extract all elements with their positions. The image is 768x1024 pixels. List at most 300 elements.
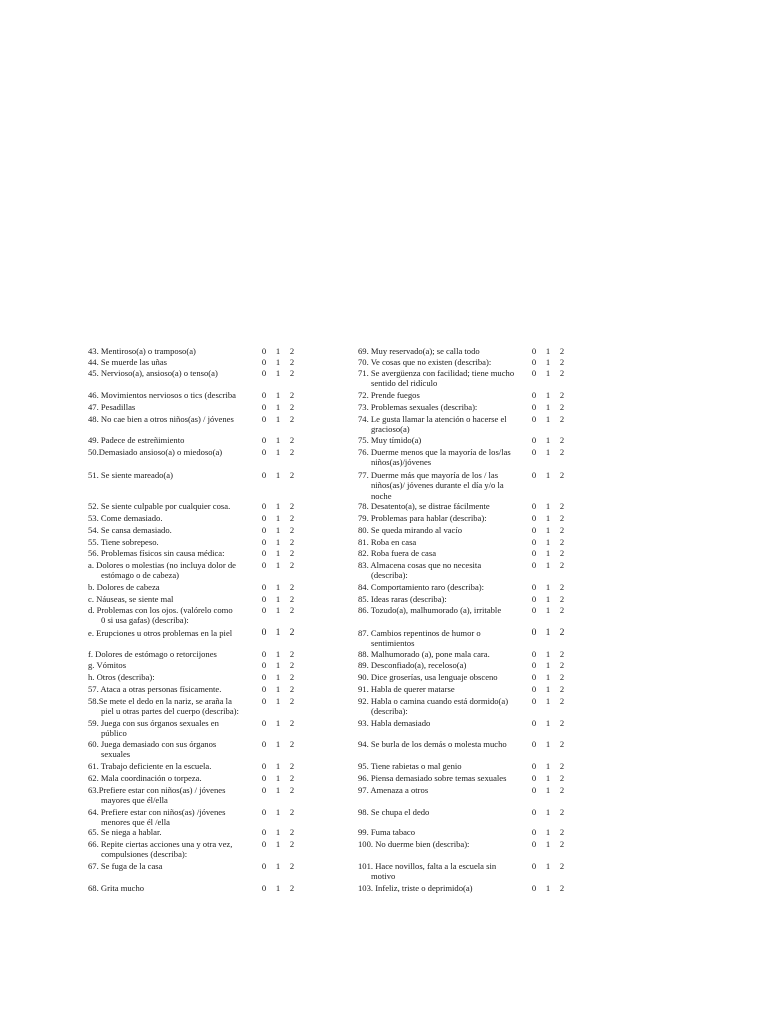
- item-label-line: 85. Ideas raras (describa):: [358, 594, 447, 604]
- score-option-2[interactable]: 2: [289, 684, 295, 694]
- score-option-0[interactable]: 0: [531, 839, 537, 849]
- item-label: [358, 435, 528, 445]
- score-option-1[interactable]: 1: [545, 447, 551, 457]
- score-option-2[interactable]: 2: [289, 773, 295, 783]
- score-option-1[interactable]: 1: [275, 761, 281, 771]
- item-label-line: sexuales: [101, 749, 131, 760]
- score-option-1[interactable]: 1: [545, 649, 551, 659]
- item-label-line: 88. Malhumorado (a), pone mala cara.: [358, 649, 490, 659]
- score-option-1[interactable]: 1: [545, 672, 551, 682]
- score-option-0[interactable]: 0: [261, 649, 267, 659]
- score-option-1[interactable]: 1: [275, 357, 281, 367]
- item-label-line: 61. Trabajo deficiente en la escuela.: [88, 761, 212, 771]
- score-option-2[interactable]: 2: [289, 346, 295, 356]
- item-label-line: menores que él /ella: [101, 817, 170, 828]
- item-label-line: sentido del ridículo: [371, 378, 438, 389]
- item-label: [358, 560, 528, 581]
- score-option-2[interactable]: 2: [289, 501, 295, 511]
- score-option-1[interactable]: 1: [545, 548, 551, 558]
- item-label-line: 63.Prefiere estar con niños(as) / jóvenes: [88, 785, 226, 795]
- item-label-line: piel u otras partes del cuerpo (describa):: [101, 706, 239, 717]
- score-option-0[interactable]: 0: [261, 537, 267, 547]
- score-option-1[interactable]: 1: [545, 696, 551, 706]
- item-label: [88, 501, 258, 511]
- score-option-1[interactable]: 1: [545, 537, 551, 547]
- item-label-line: 78. Desatento(a), se distrae fácilmente: [358, 501, 490, 511]
- score-option-0[interactable]: 0: [261, 560, 267, 570]
- score-option-2[interactable]: 2: [289, 718, 295, 728]
- score-option-1[interactable]: 1: [545, 435, 551, 445]
- score-option-0[interactable]: 0: [261, 785, 267, 795]
- score-option-1[interactable]: 1: [275, 785, 281, 795]
- score-option-0[interactable]: 0: [261, 594, 267, 604]
- score-option-1[interactable]: 1: [275, 827, 281, 837]
- score-option-1[interactable]: 1: [545, 718, 551, 728]
- score-option-0[interactable]: 0: [531, 594, 537, 604]
- score-option-2[interactable]: 2: [559, 368, 565, 378]
- score-option-1[interactable]: 1: [545, 560, 551, 570]
- score-option-1[interactable]: 1: [275, 839, 281, 849]
- score-option-1[interactable]: 1: [275, 447, 281, 457]
- item-label-line: 56. Problemas físicos sin causa médica:: [88, 548, 225, 558]
- score-option-0[interactable]: 0: [531, 807, 537, 817]
- score-option-1[interactable]: 1: [275, 739, 281, 749]
- score-option-1[interactable]: 1: [275, 435, 281, 445]
- item-label: [358, 861, 528, 882]
- item-label-line: 93. Habla demasiado: [358, 718, 431, 728]
- score-option-2[interactable]: 2: [559, 435, 565, 445]
- score-option-2[interactable]: 2: [559, 839, 565, 849]
- score-option-2[interactable]: 2: [559, 594, 565, 604]
- item-label-line: 92. Habla o camina cuando está dormido(a): [358, 696, 509, 706]
- score-option-1[interactable]: 1: [275, 470, 281, 480]
- score-option-1[interactable]: 1: [275, 346, 281, 356]
- item-label-line: 69. Muy reservado(a); se calla todo: [358, 346, 480, 356]
- score-option-2[interactable]: 2: [289, 883, 295, 893]
- score-option-2[interactable]: 2: [289, 560, 295, 570]
- item-label-line: 48. No cae bien a otros niños(as) / jóvenes: [88, 414, 234, 424]
- score-option-1[interactable]: 1: [275, 672, 281, 682]
- score-option-1[interactable]: 1: [275, 660, 281, 670]
- score-option-2[interactable]: 2: [289, 739, 295, 749]
- score-option-0[interactable]: 0: [531, 402, 537, 412]
- score-option-1[interactable]: 1: [545, 773, 551, 783]
- score-option-2[interactable]: 2: [559, 470, 565, 480]
- item-label: [358, 628, 528, 649]
- item-label-line: 86. Tozudo(a), malhumorado (a), irritable: [358, 605, 502, 615]
- score-option-1[interactable]: 1: [545, 470, 551, 480]
- score-option-2[interactable]: 2: [289, 582, 295, 592]
- item-label: [88, 718, 258, 739]
- score-option-2[interactable]: 2: [289, 435, 295, 445]
- score-option-1[interactable]: 1: [275, 605, 281, 615]
- item-label-line: 45. Nervioso(a), ansioso(a) o tenso(a): [88, 368, 218, 378]
- item-label: [358, 739, 528, 749]
- score-option-0[interactable]: 0: [261, 470, 267, 480]
- score-option-1[interactable]: 1: [275, 537, 281, 547]
- item-label: [88, 414, 258, 424]
- item-label-line: compulsiones (describa):: [101, 849, 188, 860]
- score-option-0[interactable]: 0: [531, 785, 537, 795]
- score-option-2[interactable]: 2: [559, 537, 565, 547]
- item-label-line: 51. Se siente mareado(a): [88, 470, 173, 480]
- score-option-0[interactable]: 0: [531, 773, 537, 783]
- score-option-1[interactable]: 1: [545, 739, 551, 749]
- score-option-0[interactable]: 0: [261, 501, 267, 511]
- item-label: [358, 470, 528, 501]
- score-option-1[interactable]: 1: [275, 402, 281, 412]
- item-label-line: público: [101, 728, 127, 739]
- score-option-2[interactable]: 2: [289, 537, 295, 547]
- score-option-0[interactable]: 0: [531, 447, 537, 457]
- item-label-line: 71. Se avergüenza con facilidad; tiene mucho: [358, 368, 515, 378]
- score-option-2[interactable]: 2: [559, 739, 565, 749]
- score-option-2[interactable]: 2: [559, 605, 565, 615]
- score-option-2[interactable]: 2: [289, 447, 295, 457]
- score-option-0[interactable]: 0: [531, 696, 537, 706]
- score-option-0[interactable]: 0: [261, 684, 267, 694]
- score-option-0[interactable]: 0: [261, 414, 267, 424]
- score-option-2[interactable]: 2: [289, 605, 295, 615]
- score-option-1[interactable]: 1: [545, 513, 551, 523]
- item-label: [358, 537, 528, 547]
- score-option-0[interactable]: 0: [531, 346, 537, 356]
- item-label: [88, 560, 258, 581]
- score-option-2[interactable]: 2: [289, 839, 295, 849]
- score-option-0[interactable]: 0: [261, 513, 267, 523]
- score-option-1[interactable]: 1: [275, 594, 281, 604]
- score-option-1[interactable]: 1: [275, 368, 281, 378]
- score-option-1[interactable]: 1: [275, 414, 281, 424]
- score-option-0[interactable]: 0: [531, 560, 537, 570]
- score-option-0[interactable]: 0: [531, 718, 537, 728]
- item-label-line: 76. Duerme menos que la mayoría de los/las: [358, 447, 511, 457]
- item-label: [358, 525, 528, 535]
- score-option-1[interactable]: 1: [545, 785, 551, 795]
- score-option-1[interactable]: 1: [275, 883, 281, 893]
- score-option-1[interactable]: 1: [545, 390, 551, 400]
- score-option-1[interactable]: 1: [545, 627, 551, 638]
- score-option-2[interactable]: 2: [289, 402, 295, 412]
- score-option-2[interactable]: 2: [289, 627, 295, 638]
- item-label-line: 90. Dice groserías, usa lenguaje obsceno: [358, 672, 498, 682]
- score-option-0[interactable]: 0: [261, 660, 267, 670]
- score-option-0[interactable]: 0: [261, 605, 267, 615]
- score-option-1[interactable]: 1: [275, 501, 281, 511]
- score-option-2[interactable]: 2: [559, 827, 565, 837]
- item-label: [358, 660, 528, 670]
- score-option-2[interactable]: 2: [559, 548, 565, 558]
- score-option-0[interactable]: 0: [261, 718, 267, 728]
- score-option-0[interactable]: 0: [531, 548, 537, 558]
- score-option-0[interactable]: 0: [531, 861, 537, 871]
- score-option-0[interactable]: 0: [531, 672, 537, 682]
- item-label-line: 95. Tiene rabietas o mal genio: [358, 761, 462, 771]
- score-option-0[interactable]: 0: [261, 357, 267, 367]
- item-label-line: 98. Se chupa el dedo: [358, 807, 430, 817]
- score-option-2[interactable]: 2: [559, 785, 565, 795]
- score-option-0[interactable]: 0: [261, 435, 267, 445]
- item-label-line: 73. Problemas sexuales (describa):: [358, 402, 478, 412]
- score-option-0[interactable]: 0: [531, 414, 537, 424]
- score-option-0[interactable]: 0: [261, 447, 267, 457]
- score-option-1[interactable]: 1: [275, 560, 281, 570]
- item-label-line: 74. Le gusta llamar la atención o hacerse el: [358, 414, 507, 424]
- score-option-0[interactable]: 0: [261, 390, 267, 400]
- score-option-0[interactable]: 0: [261, 525, 267, 535]
- score-option-0[interactable]: 0: [531, 660, 537, 670]
- item-label-line: f. Dolores de estómago o retorcijones: [88, 649, 217, 659]
- item-label-line: niños(as)/ jóvenes durante el día y/o la: [371, 480, 504, 491]
- item-label-line: 75. Muy tímido(a): [358, 435, 422, 445]
- item-label-line: 68. Grita mucho: [88, 883, 145, 893]
- item-label: [358, 501, 528, 511]
- score-option-2[interactable]: 2: [289, 649, 295, 659]
- score-option-2[interactable]: 2: [289, 357, 295, 367]
- score-option-1[interactable]: 1: [275, 718, 281, 728]
- score-option-0[interactable]: 0: [531, 627, 537, 638]
- score-option-2[interactable]: 2: [289, 696, 295, 706]
- score-option-2[interactable]: 2: [289, 548, 295, 558]
- score-option-0[interactable]: 0: [261, 739, 267, 749]
- score-option-2[interactable]: 2: [559, 883, 565, 893]
- score-option-2[interactable]: 2: [559, 861, 565, 871]
- score-option-1[interactable]: 1: [275, 861, 281, 871]
- score-option-2[interactable]: 2: [559, 684, 565, 694]
- score-option-2[interactable]: 2: [559, 773, 565, 783]
- item-label-line: niños(as)/jóvenes: [371, 457, 432, 468]
- score-option-0[interactable]: 0: [531, 582, 537, 592]
- score-option-1[interactable]: 1: [275, 696, 281, 706]
- item-label-line: 50.Demasiado ansioso(a) o miedoso(a): [88, 447, 223, 457]
- score-option-2[interactable]: 2: [289, 414, 295, 424]
- score-option-0[interactable]: 0: [531, 761, 537, 771]
- item-label: [88, 628, 258, 638]
- item-label-line: 87. Cambios repentinos de humor o: [358, 628, 481, 638]
- item-label: [88, 513, 258, 523]
- score-option-1[interactable]: 1: [545, 761, 551, 771]
- item-label: [358, 513, 528, 523]
- item-label: [88, 761, 258, 771]
- score-option-1[interactable]: 1: [545, 525, 551, 535]
- item-label: [358, 696, 528, 717]
- score-option-2[interactable]: 2: [289, 525, 295, 535]
- score-option-2[interactable]: 2: [559, 627, 565, 638]
- item-label: [358, 402, 528, 412]
- score-option-2[interactable]: 2: [559, 357, 565, 367]
- item-label-line: 64. Prefiere estar con niños(as) /jóvenes: [88, 807, 226, 817]
- score-option-0[interactable]: 0: [531, 357, 537, 367]
- item-label-line: noche: [371, 490, 392, 501]
- score-option-1[interactable]: 1: [545, 582, 551, 592]
- item-label-line: 103. Infeliz, triste o deprimido(a): [358, 883, 473, 893]
- score-option-2[interactable]: 2: [559, 390, 565, 400]
- item-label: [88, 346, 258, 356]
- item-label: [358, 718, 528, 728]
- score-option-2[interactable]: 2: [289, 861, 295, 871]
- score-option-0[interactable]: 0: [261, 807, 267, 817]
- item-label-line: 70. Ve cosas que no existen (describa):: [358, 357, 492, 367]
- item-label: [358, 649, 528, 659]
- score-option-2[interactable]: 2: [559, 447, 565, 457]
- score-option-0[interactable]: 0: [261, 627, 267, 638]
- score-option-1[interactable]: 1: [545, 861, 551, 871]
- item-label-line: 94. Se burla de los demás o molesta mucho: [358, 739, 507, 749]
- score-option-0[interactable]: 0: [531, 525, 537, 535]
- item-label-line: gracioso(a): [371, 424, 410, 435]
- score-option-0[interactable]: 0: [531, 513, 537, 523]
- score-option-2[interactable]: 2: [559, 649, 565, 659]
- item-label: [88, 447, 258, 457]
- item-label: [88, 548, 258, 558]
- score-option-0[interactable]: 0: [261, 696, 267, 706]
- score-option-0[interactable]: 0: [261, 827, 267, 837]
- score-option-0[interactable]: 0: [531, 739, 537, 749]
- score-option-0[interactable]: 0: [531, 827, 537, 837]
- item-label-line: 58.Se mete el dedo en la nariz, se araña la: [88, 696, 232, 706]
- item-label-line: 52. Se siente culpable por cualquier cosa.: [88, 501, 231, 511]
- score-option-2[interactable]: 2: [289, 660, 295, 670]
- score-option-1[interactable]: 1: [275, 807, 281, 817]
- score-option-1[interactable]: 1: [545, 827, 551, 837]
- score-option-2[interactable]: 2: [289, 827, 295, 837]
- item-label-line: 96. Piensa demasiado sobre temas sexuales: [358, 773, 507, 783]
- score-option-0[interactable]: 0: [261, 368, 267, 378]
- item-label: [88, 827, 258, 837]
- score-option-1[interactable]: 1: [545, 402, 551, 412]
- score-option-0[interactable]: 0: [531, 537, 537, 547]
- score-option-1[interactable]: 1: [545, 684, 551, 694]
- item-label-line: 43. Mentiroso(a) o tramposo(a): [88, 346, 196, 356]
- score-option-2[interactable]: 2: [289, 594, 295, 604]
- score-option-2[interactable]: 2: [289, 390, 295, 400]
- score-option-1[interactable]: 1: [275, 684, 281, 694]
- score-option-1[interactable]: 1: [545, 414, 551, 424]
- item-label: [358, 582, 528, 592]
- score-option-2[interactable]: 2: [559, 718, 565, 728]
- item-label-line: c. Náuseas, se siente mal: [88, 594, 174, 604]
- score-option-0[interactable]: 0: [261, 548, 267, 558]
- score-option-2[interactable]: 2: [289, 807, 295, 817]
- score-option-2[interactable]: 2: [289, 513, 295, 523]
- score-option-1[interactable]: 1: [275, 627, 281, 638]
- item-label: [88, 390, 258, 400]
- score-option-0[interactable]: 0: [531, 435, 537, 445]
- item-label-line: 80. Se queda mirando al vacío: [358, 525, 463, 535]
- score-option-1[interactable]: 1: [545, 605, 551, 615]
- score-option-0[interactable]: 0: [261, 883, 267, 893]
- score-option-2[interactable]: 2: [289, 470, 295, 480]
- score-option-1[interactable]: 1: [545, 346, 551, 356]
- score-option-1[interactable]: 1: [545, 660, 551, 670]
- item-label-line: 77. Duerme más que mayoría de los / las: [358, 470, 499, 480]
- score-option-2[interactable]: 2: [559, 582, 565, 592]
- score-option-2[interactable]: 2: [559, 513, 565, 523]
- score-option-1[interactable]: 1: [545, 839, 551, 849]
- score-option-1[interactable]: 1: [275, 649, 281, 659]
- score-option-2[interactable]: 2: [559, 346, 565, 356]
- item-label-line: 53. Come demasiado.: [88, 513, 163, 523]
- score-option-0[interactable]: 0: [261, 346, 267, 356]
- score-option-2[interactable]: 2: [289, 368, 295, 378]
- item-label-line: 60. Juega demasiado con sus órganos: [88, 739, 217, 749]
- score-option-0[interactable]: 0: [531, 368, 537, 378]
- score-option-1[interactable]: 1: [275, 773, 281, 783]
- item-label: [358, 839, 528, 849]
- score-option-0[interactable]: 0: [531, 470, 537, 480]
- score-option-2[interactable]: 2: [559, 560, 565, 570]
- item-label: [358, 761, 528, 771]
- score-option-1[interactable]: 1: [275, 525, 281, 535]
- item-label: [358, 447, 528, 468]
- score-option-0[interactable]: 0: [261, 402, 267, 412]
- score-option-1[interactable]: 1: [545, 368, 551, 378]
- score-option-1[interactable]: 1: [545, 594, 551, 604]
- item-label-line: 97. Amenaza a otros: [358, 785, 429, 795]
- item-label-line: (describa):: [371, 570, 408, 581]
- item-label: [88, 672, 258, 682]
- score-option-1[interactable]: 1: [275, 582, 281, 592]
- item-label-line: 44. Se muerde las uñas: [88, 357, 167, 367]
- score-option-0[interactable]: 0: [531, 649, 537, 659]
- score-option-0[interactable]: 0: [531, 501, 537, 511]
- score-option-2[interactable]: 2: [289, 761, 295, 771]
- item-label-line: e. Erupciones u otros problemas en la piel: [88, 628, 233, 638]
- score-option-0[interactable]: 0: [531, 605, 537, 615]
- score-option-1[interactable]: 1: [545, 357, 551, 367]
- item-label: [358, 390, 528, 400]
- score-option-2[interactable]: 2: [559, 525, 565, 535]
- score-option-0[interactable]: 0: [261, 839, 267, 849]
- score-option-0[interactable]: 0: [261, 582, 267, 592]
- item-label: [88, 368, 258, 378]
- score-option-0[interactable]: 0: [531, 684, 537, 694]
- item-label: [358, 807, 528, 817]
- item-label-line: d. Problemas con los ojos. (valórelo como: [88, 605, 233, 615]
- score-option-2[interactable]: 2: [559, 696, 565, 706]
- item-label: [358, 773, 528, 783]
- score-option-2[interactable]: 2: [289, 785, 295, 795]
- score-option-2[interactable]: 2: [289, 672, 295, 682]
- score-option-0[interactable]: 0: [261, 773, 267, 783]
- score-option-0[interactable]: 0: [531, 390, 537, 400]
- score-option-1[interactable]: 1: [275, 548, 281, 558]
- score-option-1[interactable]: 1: [545, 883, 551, 893]
- score-option-1[interactable]: 1: [275, 513, 281, 523]
- score-option-1[interactable]: 1: [275, 390, 281, 400]
- score-option-0[interactable]: 0: [531, 883, 537, 893]
- score-option-2[interactable]: 2: [559, 807, 565, 817]
- score-option-0[interactable]: 0: [261, 861, 267, 871]
- item-label: [88, 537, 258, 547]
- score-option-2[interactable]: 2: [559, 402, 565, 412]
- item-label-line: sentimientos: [371, 638, 415, 649]
- item-label-line: mayores que él/ella: [101, 795, 168, 806]
- item-label-line: 99. Fuma tabaco: [358, 827, 416, 837]
- score-option-2[interactable]: 2: [559, 414, 565, 424]
- score-option-2[interactable]: 2: [559, 660, 565, 670]
- item-label: [88, 739, 258, 760]
- score-option-0[interactable]: 0: [261, 672, 267, 682]
- score-option-0[interactable]: 0: [261, 761, 267, 771]
- item-label: [88, 785, 258, 806]
- score-option-1[interactable]: 1: [545, 501, 551, 511]
- score-option-2[interactable]: 2: [559, 761, 565, 771]
- score-option-2[interactable]: 2: [559, 501, 565, 511]
- score-option-1[interactable]: 1: [545, 807, 551, 817]
- item-label: [88, 660, 258, 670]
- score-option-2[interactable]: 2: [559, 672, 565, 682]
